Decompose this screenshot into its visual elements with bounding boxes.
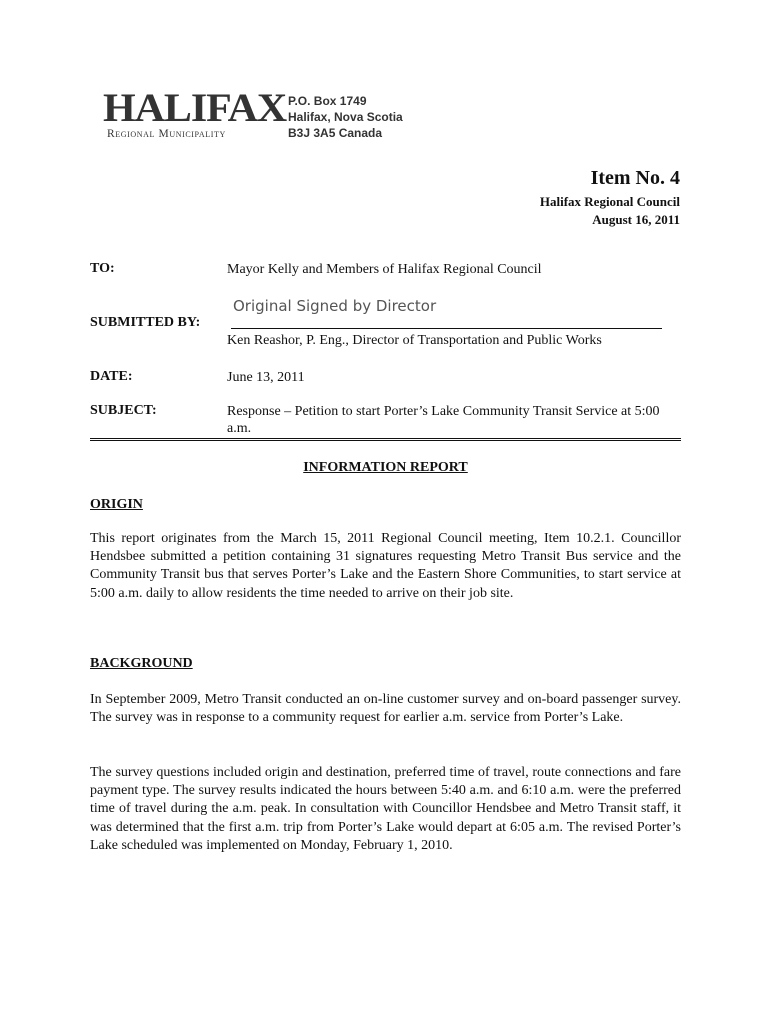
- logo-wordmark: HALIFAX: [103, 85, 287, 130]
- halifax-logo: [103, 85, 287, 144]
- origin-heading: ORIGIN: [90, 497, 143, 512]
- mailing-address: [288, 93, 403, 141]
- subject-label: SUBJECT:: [90, 403, 157, 418]
- director-signature: Original Signed by Director: [233, 297, 437, 315]
- address-line: B3J 3A5 Canada: [288, 126, 383, 140]
- council-name: Halifax Regional Council: [539, 194, 680, 209]
- address-line: P.O. Box 1749: [288, 94, 367, 108]
- to-label: TO:: [90, 261, 115, 276]
- date-label: DATE:: [90, 369, 133, 384]
- background-paragraph-1: In September 2009, Metro Transit conducted an on-line customer survey and on-board passenger survey. The survey was in response to a community request for earlier a.m. service from Porter’s Lake.: [90, 692, 681, 726]
- background-heading: BACKGROUND: [90, 656, 193, 671]
- council-block: [540, 193, 680, 229]
- origin-paragraph: This report originates from the March 15, 2011 Regional Council meeting, Item 10.2.1. Councillor Hendsbee submitted a petition containing 31 signatures requesting Metro Transit Bus service and the Community Transit bus that serves Porter’s Lake and the Eastern Shore Communities, to start service at 5:00 a.m. daily to allow residents the time needed to arrive on their job site.: [90, 531, 681, 601]
- date-value: June 13, 2011: [227, 370, 305, 385]
- to-value: Mayor Kelly and Members of Halifax Regional Council: [227, 262, 542, 277]
- background-paragraph-2: The survey questions included origin and destination, preferred time of travel, route connections and fare payment type. The survey results indicated the hours between 5:40 a.m. and 6:10 a.m. were the preferred time of travel during the a.m. peak. In consultation with Councillor Hendsbee and Metro Transit staff, it was determined that the first a.m. trip from Porter’s Lake would depart at 6:05 a.m. The revised Porter’s Lake scheduled was implemented on Monday, February 1, 2010.: [90, 765, 681, 853]
- item-number: Item No. 4: [590, 167, 680, 189]
- submitted-by-label: SUBMITTED BY:: [90, 315, 201, 330]
- meeting-date: August 16, 2011: [592, 212, 680, 227]
- address-line: Halifax, Nova Scotia: [288, 110, 403, 124]
- subject-value: Response – Petition to start Porter’s Lake Community Transit Service at 5:00 a.m.: [227, 404, 660, 436]
- report-title: INFORMATION REPORT: [303, 460, 468, 475]
- logo-subtitle: Regional Municipality: [107, 128, 226, 140]
- signature-line: [231, 328, 662, 329]
- header-divider: [90, 438, 681, 441]
- submitted-by-value: Ken Reashor, P. Eng., Director of Transportation and Public Works: [227, 333, 602, 348]
